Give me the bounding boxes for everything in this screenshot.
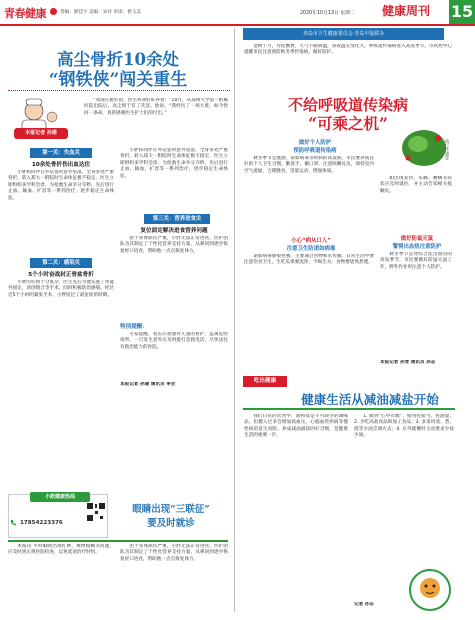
editor-credits: 责编：郭佳宇 美编：宋祥 审读：侯玉美 <box>60 10 142 15</box>
bottom-reporter: 记者 孙志 <box>354 602 374 607</box>
box-headline-line2: 要及时就诊 <box>147 518 195 529</box>
brand-logo-icon <box>50 8 57 15</box>
bottom-body: 我们日常的饮食中，油和盐是不可缺少的调味品，但摄入过多会增加高血压、心脑血管疾病等慢性病的发生风险。养成减油减盐的好习惯，是健康生活的重要一步。 <box>244 414 348 439</box>
column-tag: 吃出健康 <box>243 376 287 387</box>
left-col2-body: 小胖和同伴在外玩耍时意外坠落，全身多处严重骨折，转入郑大一附院时生命体征极不稳定。医生立即组织多学科会诊，为抢救生命争分夺秒，先后进行止血、输血、扩容等一系列治疗，逐步稳定生命体征。 <box>120 148 228 179</box>
section3-title: 第三关：营养进食关 <box>144 214 210 224</box>
right-reporter: 本报记者 孙青 通讯员 孙志 <box>380 360 436 365</box>
newspaper-brand: 青春健康 <box>4 7 46 20</box>
section1-subtitle: 10余处骨折伤出血达住 <box>31 162 91 168</box>
section1-body: 小胖和同伴在外玩耍时意外坠落，全身多处严重骨折，转入郑大一附院时生命体征极不稳定。医生立即组织多学科会诊，为抢救生命争分夺秒，先后进行止血、输血、扩容等一系列治疗，逐步稳定生命体征。 <box>8 170 114 201</box>
hotline-label: 小欧健康热线 <box>30 492 90 502</box>
subtitle3: 做好防鼠灭鼠 <box>400 236 434 242</box>
left-headline-line1: 高尘骨折10余处 <box>57 50 179 69</box>
page-header <box>0 0 475 24</box>
section2-body: 小胖的伤情十分复杂，医生先后为他实施了骨盆外固定、清创缝合等手术，同时积极防治感染。经过近5个小时的紧张手术，小胖度过了最危险的时期。 <box>8 280 114 298</box>
co-organizer-banner: 青岛市卫生健康委员会·青岛早报联办 <box>243 28 444 40</box>
section1-title: 第一关：失血关 <box>30 148 92 158</box>
phone-icon <box>10 519 17 526</box>
right-body3-top: 如出现发热、头痛、腰痛等症状应及时就医，并主动告知相关接触史。 <box>380 176 452 194</box>
left-headline-line2: “钢铁侠”闯关重生 <box>48 70 188 90</box>
section4-title: 特别提醒： <box>120 324 148 330</box>
right-intro: 金秋十月，丹桂飘香，天气不断降温，昼夜温差变化大，呼吸道传染病进入高发季节。市疾控中心提醒市民注意预防秋冬季传染病，做好防护。 <box>244 44 452 56</box>
headline-divider <box>8 90 230 93</box>
section3-body: 由于身体损伤严重，小胖无法正常进食。医护团队为其制定了个性化营养支持方案，从鼻饲到逐步恢复经口进食，帮助他一点点恢复体力。 <box>120 236 228 254</box>
header-rule <box>0 24 475 26</box>
left-reporter: 本报记者 孙建 通讯员 李会 <box>120 382 176 387</box>
right-body3: 秋冬季节是肾综合征出血热的高发季节，市民要做好防鼠灭鼠工作，野外作业时注意个人防护。 <box>380 252 452 270</box>
right-body2: 诺如病毒感染性强，主要通过食物和水传播。日常生活中要注意饮食卫生，生吃瓜果要洗净，不喝生水，食物要烧熟煮透。 <box>244 254 374 266</box>
qr-code-icon <box>86 502 106 522</box>
right-headline-line2: “可乘之机” <box>308 114 388 133</box>
hotline-phone: 17854223376 <box>20 520 63 526</box>
subtitle2b: 注意卫生防诺如病毒 <box>286 246 336 252</box>
right-body1: 秋冬季节是流感、诺如病毒等疾病的高发期，市民要养成良好的个人卫生习惯，勤洗手、戴口罩，注意咳嗽礼仪，保持室内空气流通，合理膳食，适量运动，增强体质。 <box>244 156 374 174</box>
section2-title: 第二关：感染关 <box>30 258 92 268</box>
section2-subtitle: 5个小时奋战封正骨盆骨折 <box>28 272 94 278</box>
illustration-caption: 流行性感冒 <box>445 138 450 160</box>
section-title: 健康周刊 <box>382 4 431 18</box>
bottom-headline: 健康生活从减油减盐开始 <box>301 392 439 407</box>
byline-tag: 本报记者 孙建 <box>14 128 68 139</box>
kicker-line1: 做好个人防护 <box>298 140 332 146</box>
left-intro: “我现在挺好的，医生叫我好好养着！”10月，从郑州大学第一附属医院出院后，高尘终于有了笑容。他说，“我经历了一场大难，如今捡回一条命，真的感谢医生护士们的付出。” <box>84 98 228 116</box>
page-number: 15 <box>449 0 475 24</box>
column-divider <box>234 28 235 612</box>
bottom-headline-rule <box>243 408 455 410</box>
kicker-line2: 预防呼吸道传染病 <box>293 148 337 154</box>
bottom-rule <box>8 540 228 542</box>
subtitle3b: 警惕出血热注意防护 <box>392 244 442 250</box>
section3-subtitle: 复位面定解决进食营养问题 <box>140 228 208 234</box>
mascot-stamp <box>406 568 454 612</box>
bottom-tips: 1. 做到“心中有数”，使用控盐勺、控油壶；2. 少吃高盐食品和加工食品；3. 多采用蒸、煮、炖等少油烹调方式；4. 在外就餐时主动要求少盐少油。 <box>354 414 454 439</box>
box-body-col2: 由于身体损伤严重，小胖无法正常进食。医护团队为其制定了个性化营养支持方案，从鼻饲到逐步恢复经口进食，帮助他一点点恢复体力。 <box>120 544 228 562</box>
section4-body: 专家提醒，家长应加强对儿童的看护，远离危险场所，一旦发生意外应及时拨打急救电话，尽快送往有救治能力的医院。 <box>120 332 228 350</box>
issue-date: 2020年10月13日 星期二 <box>300 11 355 16</box>
right-headline-line1: 不给呼吸道传染病 <box>287 96 408 114</box>
subtitle2: 小心“病从口入” <box>291 238 331 244</box>
box-headline-line1: 眼睛出现“三联征” <box>132 504 210 515</box>
box-body-col1: 本报讯 平时眼睛出现红肿、视物模糊等问题，应及时到正规医院检查，以免延误治疗时机。 <box>8 544 114 556</box>
